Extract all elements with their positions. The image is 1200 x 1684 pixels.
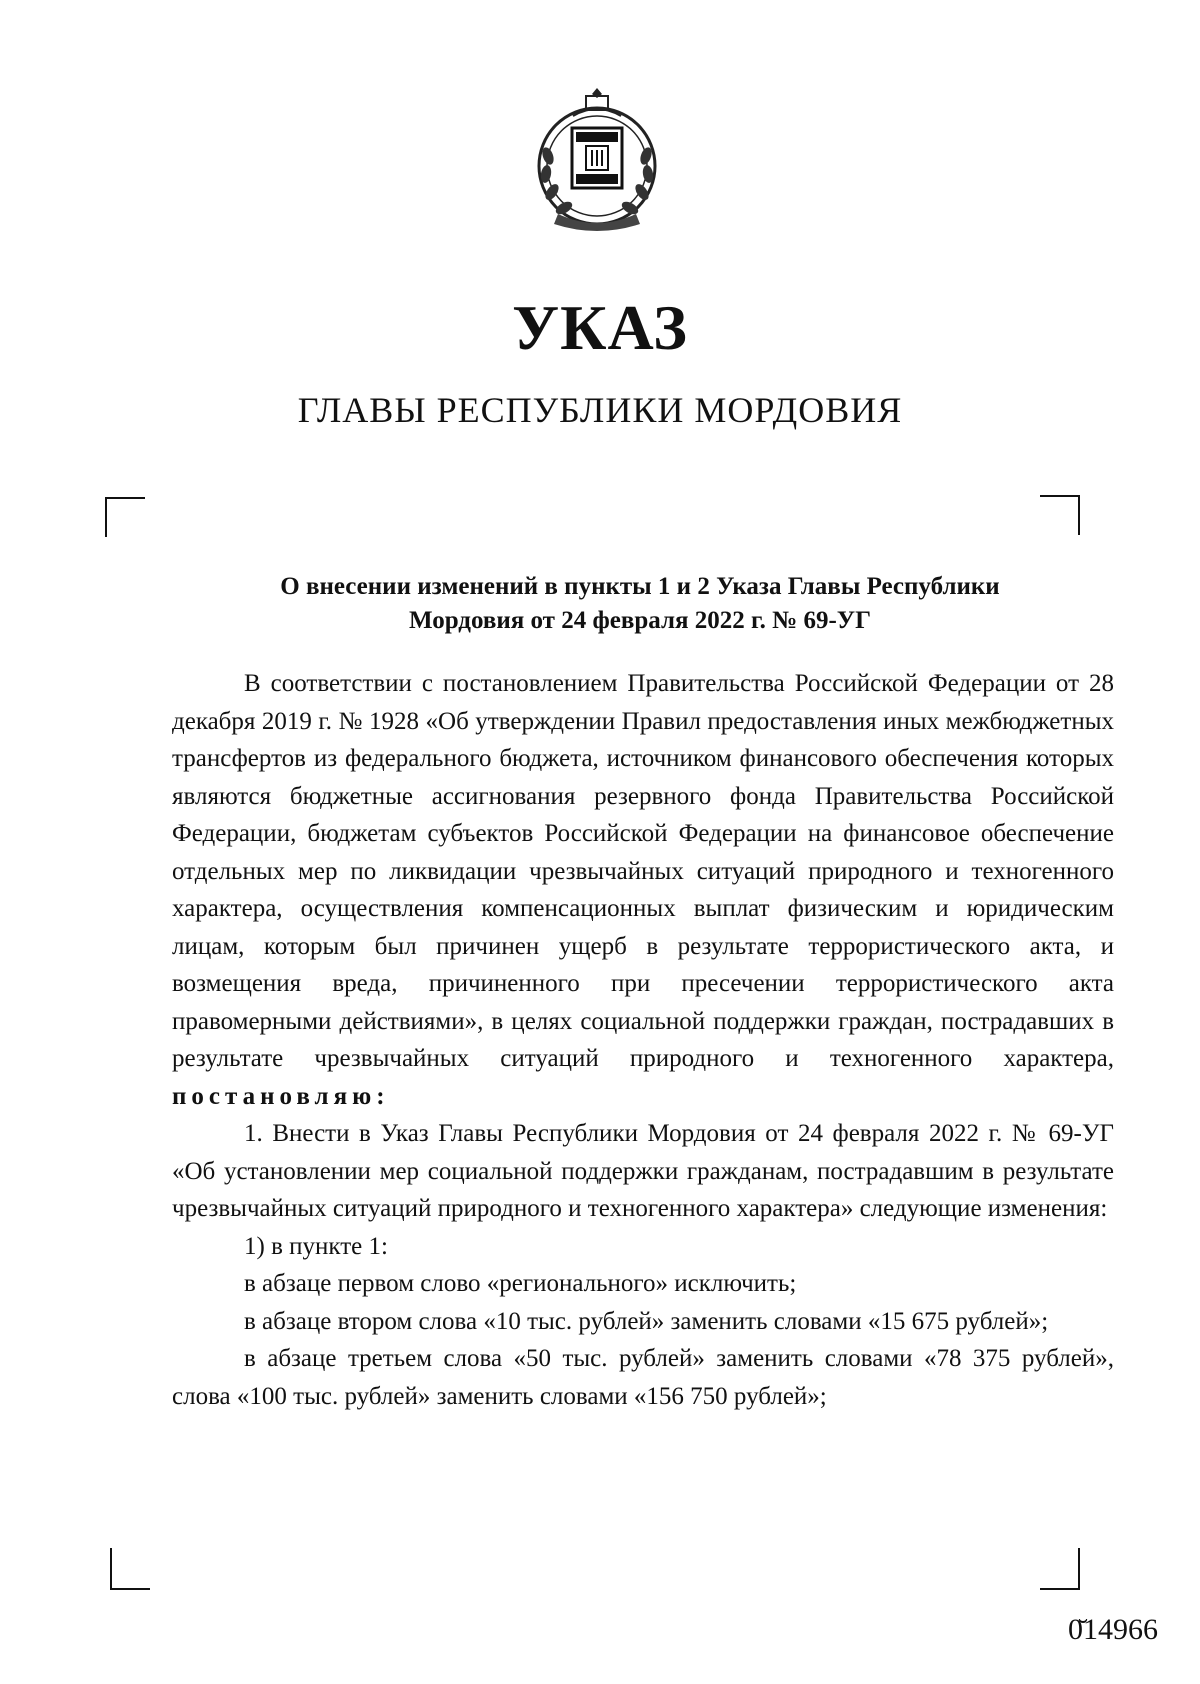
issuer-heading: ГЛАВЫ РЕСПУБЛИКИ МОРДОВИЯ	[297, 390, 903, 430]
corner-mark-bottom-left	[110, 1548, 150, 1590]
coat-of-arms-icon	[528, 86, 666, 236]
preamble-text: В соответствии с постановлением Правительства Российской Федерации от 28 декабря 2019 г. № 1928 «Об утверждении Правил предоставления иных межбюджетных трансфертов из федерального бюджета, источником финансового обеспечения которых являются бюджетные ассигнования резервного фонда Правительства Российской Федерации, бюджетам субъектов Российской Федерации на финансовое обеспечение отдельных мер по ликвидации чрезвычайных ситуаций природного и техногенного характера, осуществления компенсационных выплат физическим и юридическим лицам, которым был причинен ущерб в результате террористического акта, и возмещения вреда, причиненного при пресечении террористического акта правомерными действиями», в целях социальной поддержки граждан, пострадавших в результате чрезвычайных ситуаций природного и техногенного характера,	[172, 670, 1114, 1072]
document-title	[170, 570, 1110, 638]
amendment-paragraph-3: в абзаце третьем слова «50 тыс. рублей» заменить словами «78 375 рублей», слова «100 тыс. рублей» заменить словами «156 750 рублей»;	[172, 1345, 1114, 1410]
document-title-line-1: О внесении изменений в пункты 1 и 2 Указа Главы Республики	[280, 573, 1000, 600]
sub-item-1-paragraph: 1) в пункте 1:	[244, 1232, 388, 1260]
document-serial-number: 0̆14966	[1068, 1613, 1158, 1646]
document-body	[172, 665, 1114, 1415]
corner-mark-bottom-right	[1040, 1548, 1080, 1590]
decree-word: постановляю:	[172, 1082, 390, 1110]
amendment-paragraph-1: в абзаце первом слово «регионального» исключить;	[244, 1270, 797, 1297]
corner-mark-top-left	[105, 497, 145, 537]
preamble-paragraph	[172, 665, 1114, 1115]
document-title-line-2: Мордовия от 24 февраля 2022 г. № 69-УГ	[408, 607, 872, 634]
document-type-heading: УКАЗ	[512, 292, 688, 363]
amendment-paragraph-2: в абзаце втором слова «10 тыс. рублей» заменить словами «15 675 рублей»;	[244, 1307, 1049, 1335]
item-1-paragraph: 1. Внести в Указ Главы Республики Мордовия от 24 февраля 2022 г. № 69-УГ «Об установлении мер социальной поддержки гражданам, пострадавшим в результате чрезвычайных ситуаций природного и техногенного характера» следующие изменения:	[172, 1120, 1114, 1222]
corner-mark-top-right	[1040, 495, 1080, 535]
